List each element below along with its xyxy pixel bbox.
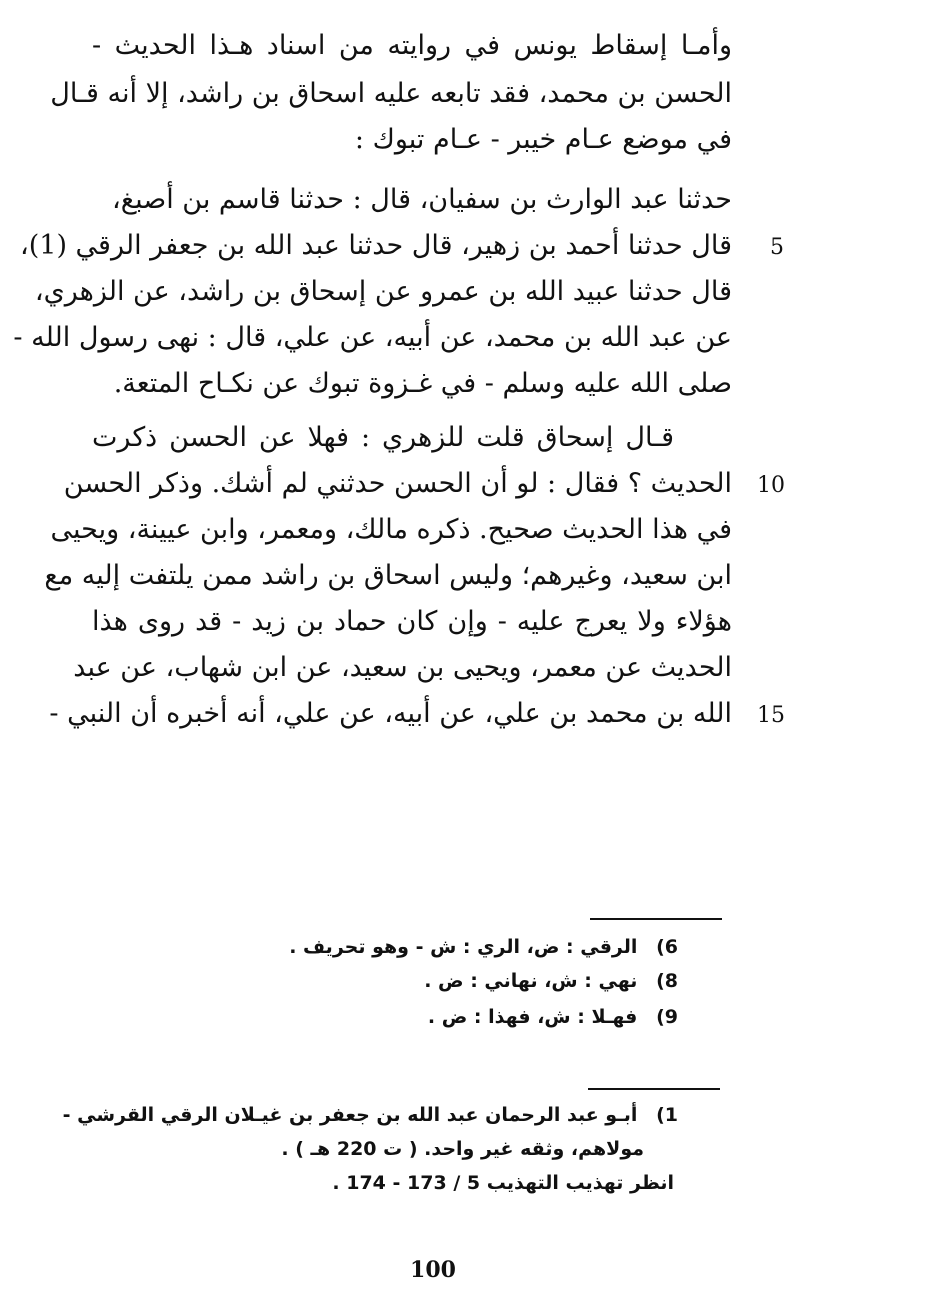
variant-note [424, 966, 678, 996]
body-line-8: صلى الله عليه وسلم - في غـزوة تبوك عن نكـاح المتعة. [113, 368, 732, 399]
variant-note-number: 9) [656, 1006, 678, 1028]
variant-notes-rule [590, 918, 722, 920]
line-number-15: 15 [757, 703, 785, 728]
footnote-line-2: مولاهم، وثقه غير واحد. ( ت 220 هـ ) . [281, 1138, 644, 1160]
body-line-11: في هذا الحديث صحيح. ذكره مالك، ومعمر، وابن عيينة، ويحيى [50, 514, 732, 545]
variant-note-text: الرقي : ض، الري : ش - وهو تحريف . [289, 936, 638, 958]
variant-note-number: 8) [656, 970, 678, 992]
body-line-4: حدثنا عبد الوارث بن سفيان، قال : حدثنا قاسم بن أصبغ، [112, 184, 732, 215]
variant-note-text: نهي : ش، نهاني : ض . [424, 970, 638, 992]
footnote-rule [588, 1088, 720, 1090]
variant-note [289, 932, 678, 962]
body-line-7: عن عبد الله بن محمد، عن أبيه، عن علي، قال : نهى رسول الله - [13, 322, 732, 353]
footnote-line-1 [63, 1100, 678, 1130]
body-line-14: الحديث عن معمر، ويحيى بن سعيد، عن ابن شهاب، عن عبد [73, 652, 732, 683]
body-line-3: في موضع عـام خيبر - عـام تبوك : [354, 124, 732, 155]
page-number: 100 [410, 1257, 456, 1283]
line-number-5: 5 [770, 235, 784, 260]
body-line-15: الله بن محمد بن علي، عن أبيه، عن علي، أنه أخبره أن النبي - [49, 698, 732, 729]
footnote-line-3: انظر تهذيب التهذيب 5 / 173 - 174 . [332, 1172, 674, 1194]
footnote-text: أبـو عبد الرحمان عبد الله بن جعفر بن غيـلان الرقي القرشي - [62, 1104, 638, 1126]
line-number-10: 10 [757, 473, 785, 498]
body-line-13: هؤلاء ولا يعرج عليه - وإن كان حماد بن زيد - قد روى هذا [92, 606, 732, 637]
body-line-12: ابن سعيد، وغيرهم؛ وليس اسحاق بن راشد ممن يلتفت إليه مع [44, 560, 732, 591]
body-line-6: قال حدثنا عبيد الله بن عمرو عن إسحاق بن راشد، عن الزهري، [34, 276, 732, 307]
body-line-5: قال حدثنا أحمد بن زهير، قال حدثنا عبد الله بن جعفر الرقي (1)، [20, 230, 732, 261]
body-line-2: الحسن بن محمد، فقد تابعه عليه اسحاق بن راشد، إلا أنه قـال [50, 78, 732, 109]
variant-note-text: فهـلا : ش، فهذا : ض . [427, 1006, 638, 1028]
variant-note-number: 6) [656, 936, 678, 958]
body-line-1: وأمـا إسقاط يونس في روايته من اسناد هـذا الحديث - [92, 30, 732, 61]
variant-note [428, 1002, 678, 1032]
footnote-number: 1) [656, 1104, 678, 1126]
body-line-10: الحديث ؟ فقال : لو أن الحسن حدثني لم أشك. وذكر الحسن [63, 468, 732, 499]
body-line-9: قـال إسحاق قلت للزهري : فهلا عن الحسن ذكرت [92, 422, 674, 453]
